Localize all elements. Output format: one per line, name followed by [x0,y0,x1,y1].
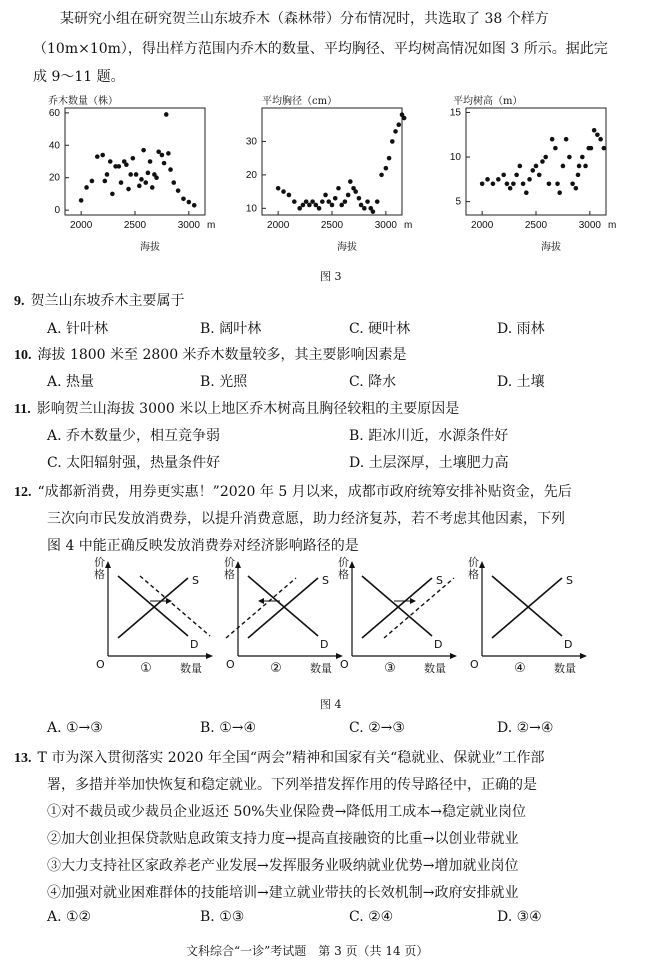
scatter-point [336,186,341,191]
scatter-point [168,167,173,172]
y-tick-label: 20 [48,172,60,184]
q12-option-b: B. ①→④ [200,720,257,736]
scatter-point [100,153,105,158]
scatter-point [346,193,351,198]
q9-option-c: C. 硬叶林 [349,321,411,337]
scatter-point [485,177,490,182]
supply-label: S [566,574,573,587]
scatter-point [276,186,281,191]
question-9 [14,290,185,310]
scatter-point [126,187,131,192]
price-axis-label: 价 [224,556,235,569]
scatter-point [146,171,151,176]
supply-demand-graphs [0,556,666,696]
scatter-point [567,155,572,160]
plot-frame [262,108,402,215]
q11-option-d: D. 土层深厚，土壤肥力高 [349,455,509,471]
scatter-point [402,116,407,121]
x-tick-label: 3000 [578,220,601,231]
scatter-point [555,181,560,186]
quantity-axis-label: 数量 [310,662,332,675]
intro-line-3: 成 9～11 题。 [33,69,125,85]
scatter-point [508,186,513,191]
x-tick-label: 2500 [123,220,147,231]
scatter-point [314,203,319,208]
scatter-point [143,180,148,185]
scatter-chart-2 [246,108,412,253]
q10-option-d: D. 土壤 [497,374,545,390]
scatter-point [150,185,155,190]
price-axis-arrow [479,561,485,568]
scatter-point [362,206,367,211]
origin-label: O [226,658,235,671]
q11-option-b: B. 距冰川近，水源条件好 [349,428,509,444]
price-axis-arrow [105,561,111,568]
scatter-point [564,137,569,142]
scatter-point [134,172,139,177]
quantity-axis-label: 数量 [424,662,446,675]
scatter-point [583,164,588,169]
origin-label: O [340,658,349,671]
scatter-point [574,186,579,191]
graph-id: ④ [514,661,526,676]
scatter-point [162,161,167,166]
q13-option-a: A. ①② [47,909,92,925]
scatter-point [553,146,558,151]
scatter-point [166,151,171,156]
demand-curve [248,576,318,636]
scatter-charts [0,100,666,285]
question-11-text: 影响贺兰山海拔 3000 米以上地区乔木树高且胸径较粗的主要原因是 [36,401,460,417]
price-axis-label: 价 [468,556,479,569]
scatter-point [540,159,545,164]
scatter-point [343,199,348,204]
scatter-point [307,203,312,208]
graph-id: ① [140,661,152,676]
supply-curve [362,578,432,638]
chart2-title: 平均胸径（cm） [262,96,338,107]
scatter-point [589,146,594,151]
price-axis-label-2: 格 [468,568,479,581]
scatter-point [79,198,84,203]
scatter-point [304,199,309,204]
scatter-point [287,193,292,198]
scatter-point [580,155,585,160]
scatter-point [95,154,100,159]
y-tick-label: 30 [245,136,257,148]
y-tick-label: 0 [54,205,60,217]
x-tick-label: 2000 [267,220,290,231]
supply-label: S [436,574,443,587]
scatter-point [181,196,186,201]
sd-graph-1 [94,556,213,676]
scatter-point [496,177,501,182]
x-axis-label: 海拔 [541,242,561,253]
scatter-point [84,185,89,190]
y-tick-label: 5 [455,196,461,208]
price-axis-label: 价 [338,556,349,569]
scatter-point [384,166,389,171]
x-axis-label: 海拔 [140,242,160,253]
scatter-point [576,173,581,178]
scatter-point [330,203,335,208]
scatter-point [281,189,286,194]
scatter-point [534,164,539,169]
scatter-point [514,173,519,178]
sd-graph-2 [224,556,343,676]
scatter-point [393,129,398,134]
price-axis-arrow [235,561,241,568]
demand-label: D [320,638,329,651]
scatter-point [310,199,315,204]
chart3-title: 平均树高（m） [453,96,523,107]
scatter-point [119,180,124,185]
scatter-point [333,196,338,201]
scatter-point [543,155,548,160]
supply-curve [248,578,318,638]
scatter-point [154,175,159,180]
x-tick-label: 2000 [471,220,494,231]
figure-3-caption: 图 3 [320,270,342,283]
scatter-point [105,172,110,177]
shift-arrow-head [258,598,264,604]
scatter-point [387,156,392,161]
scatter-point [602,146,607,151]
y-tick-label: 10 [245,203,257,215]
graph-id: ② [270,661,282,676]
sd-graph-3 [338,556,457,676]
shift-arrow-head [166,598,172,604]
demand-label: D [434,638,443,651]
scatter-point [521,181,526,186]
scatter-point [570,181,575,186]
price-axis-label-2: 格 [338,568,349,581]
page-footer: 文科综合“一诊”考试题 第 3 页（共 14 页） [186,944,429,958]
scatter-point [156,149,161,154]
x-tick-label: 2000 [70,220,93,231]
shift-arrow-head [410,598,416,604]
scatter-point [292,199,297,204]
scatter-point [192,203,197,208]
scatter-point [592,128,597,133]
chart1-title: 乔木数量（株） [48,96,118,107]
x-tick-label: 2500 [320,220,344,231]
scatter-chart-1 [49,108,215,253]
question-9-text: 贺兰山东坡乔木主要属于 [30,293,185,309]
scatter-point [137,184,142,189]
q13-item-4: ④加强对就业困难群体的技能培训→建立就业带扶的长效机制→政府安排就业 [47,885,519,901]
q11-option-a: A. 乔木数量少，相互竞争弱 [47,428,221,444]
price-axis-label: 价 [94,556,105,569]
scatter-point [187,200,192,205]
scatter-point [371,209,376,214]
quantity-axis-arrow [580,653,587,659]
question-13 [14,747,544,767]
q13-item-1: ①对不裁员或少裁员企业返还 50%失业保险费→降低用工成本→稳定就业岗位 [47,804,527,820]
supply-curve [492,578,562,638]
scatter-point [326,199,331,204]
y-tick-label: 10 [449,152,461,164]
scatter-point [527,177,532,182]
scatter-point [148,159,153,164]
intro-line-1: 某研究小组在研究贺兰山东坡乔木（森林带）分布情况时，共选取了 38 个样方 [60,11,549,27]
scatter-point [524,190,529,195]
price-axis-label-2: 格 [94,568,105,581]
scatter-point [353,189,358,194]
question-10-text: 海拔 1800 米至 2800 米乔木数量较多，其主要影响因素是 [37,347,407,363]
q12-option-a: A. ①→③ [47,720,103,736]
sd-graph-4 [468,556,587,676]
supply-label: S [322,574,329,587]
graph-id: ③ [384,661,396,676]
q13-option-d: D. ③④ [497,909,542,925]
x-tick-label: 3000 [177,220,200,231]
scatter-point [505,181,510,186]
y-tick-label: 15 [449,107,461,119]
quantity-axis-arrow [450,653,457,659]
y-tick-label: 20 [245,169,257,181]
y-tick-label: 60 [48,107,60,119]
scatter-point [375,199,380,204]
quantity-axis-label: 数量 [554,662,576,675]
question-12-line-1: “成都新消费，用券更实惠！”2020 年 5 月以来，成都市政府统筹安排补贴资金，先后 [37,484,572,500]
scatter-point [480,181,485,186]
scatter-point [501,173,506,178]
scatter-point [117,164,122,169]
question-10-number: 10. [14,348,32,363]
intro-line-2: （10m×10m），得出样方范围内乔木的数量、平均胸径、平均树高情况如图 3 所示。据此完 [33,41,608,57]
scatter-point [171,180,176,185]
q10-option-a: A. 热量 [47,374,95,390]
question-13-line-2: 署，多措并举加快恢复和稳定就业。下列举措发挥作用的传导路径中，正确的是 [47,777,537,793]
quantity-axis-arrow [206,653,213,659]
scatter-point [124,162,129,167]
question-9-number: 9. [14,294,25,309]
scatter-point [577,164,582,169]
scatter-point [557,190,562,195]
question-12-line-3: 图 4 中能正确反映发放消费券对经济影响路径的是 [47,538,359,554]
scatter-point [530,168,535,173]
scatter-point [547,181,552,186]
demand-label: D [190,638,199,651]
shifted-curve [384,578,454,638]
q10-option-b: B. 光照 [200,374,248,390]
scatter-point [390,139,395,144]
scatter-point [301,203,306,208]
q12-option-d: D. ②→④ [497,720,554,736]
supply-label: S [192,574,199,587]
plot-frame [466,108,606,215]
scatter-point [359,203,364,208]
q10-option-c: C. 降水 [349,374,397,390]
scatter-point [176,188,181,193]
q13-option-b: B. ①③ [200,909,245,925]
scatter-point [323,193,328,198]
scatter-point [90,179,95,184]
scatter-point [491,181,496,186]
q11-option-c: C. 太阳辐射强，热量条件好 [47,455,221,471]
q9-option-d: D. 雨林 [497,321,545,337]
question-11 [14,398,459,418]
y-tick-label: 40 [48,140,60,152]
shifted-curve [140,576,210,636]
scatter-point [317,206,322,211]
price-axis-arrow [349,561,355,568]
scatter-chart-3 [450,107,616,253]
x-axis-label: 海拔 [337,242,357,253]
q13-option-c: C. ②④ [349,909,394,925]
scatter-point [357,196,362,201]
question-11-number: 11. [14,402,31,417]
scatter-point [110,192,115,197]
q13-item-3: ③大力支持社区家政养老产业发展→发挥服务业吸纳就业优势→增加就业岗位 [47,858,519,874]
x-unit-label: m [608,220,617,231]
x-unit-label: m [207,220,216,231]
scatter-point [297,206,302,211]
x-tick-label: 3000 [374,220,397,231]
q9-option-b: B. 阔叶林 [200,321,262,337]
scatter-point [348,179,353,184]
q13-item-2: ②加大创业担保贷款贴息政策支持力度→提高直接融资的比重→以创业带就业 [47,831,519,847]
scatter-point [339,203,344,208]
demand-curve [492,576,562,636]
scatter-point [139,177,144,182]
demand-label: D [564,638,573,651]
scatter-point [561,164,566,169]
q9-option-a: A. 针叶林 [47,321,109,337]
question-13-line-1: T 市为深入贯彻落实 2020 年全国“两会”精神和国家有关“稳就业、保就业”工作部 [37,750,545,766]
scatter-point [103,179,108,184]
origin-label: O [96,658,105,671]
scatter-point [518,164,523,169]
question-12-line-2: 三次向市民发放消费券，以提升消费意愿，助力经济复苏，若不考虑其他因素，下列 [47,511,565,527]
scatter-point [511,181,516,186]
origin-label: O [470,658,479,671]
question-13-number: 13. [14,751,32,766]
scatter-point [537,173,542,178]
scatter-point [108,159,113,164]
q12-option-c: C. ②→③ [349,720,405,736]
scatter-point [598,137,603,142]
question-12-number: 12. [14,485,32,500]
scatter-point [160,153,165,158]
scatter-point [396,122,401,127]
x-unit-label: m [404,220,413,231]
price-axis-label-2: 格 [224,568,235,581]
figure-4-caption: 图 4 [320,698,342,711]
scatter-point [141,148,146,153]
question-12 [14,481,572,501]
scatter-point [595,132,600,137]
scatter-point [550,137,555,142]
scatter-point [379,173,384,178]
quantity-axis-label: 数量 [180,662,202,675]
question-10 [14,344,407,364]
demand-curve [118,576,188,636]
scatter-point [365,199,370,204]
scatter-point [128,172,133,177]
scatter-point [164,112,169,117]
scatter-point [131,156,136,161]
scatter-point [320,199,325,204]
x-tick-label: 2500 [524,220,548,231]
